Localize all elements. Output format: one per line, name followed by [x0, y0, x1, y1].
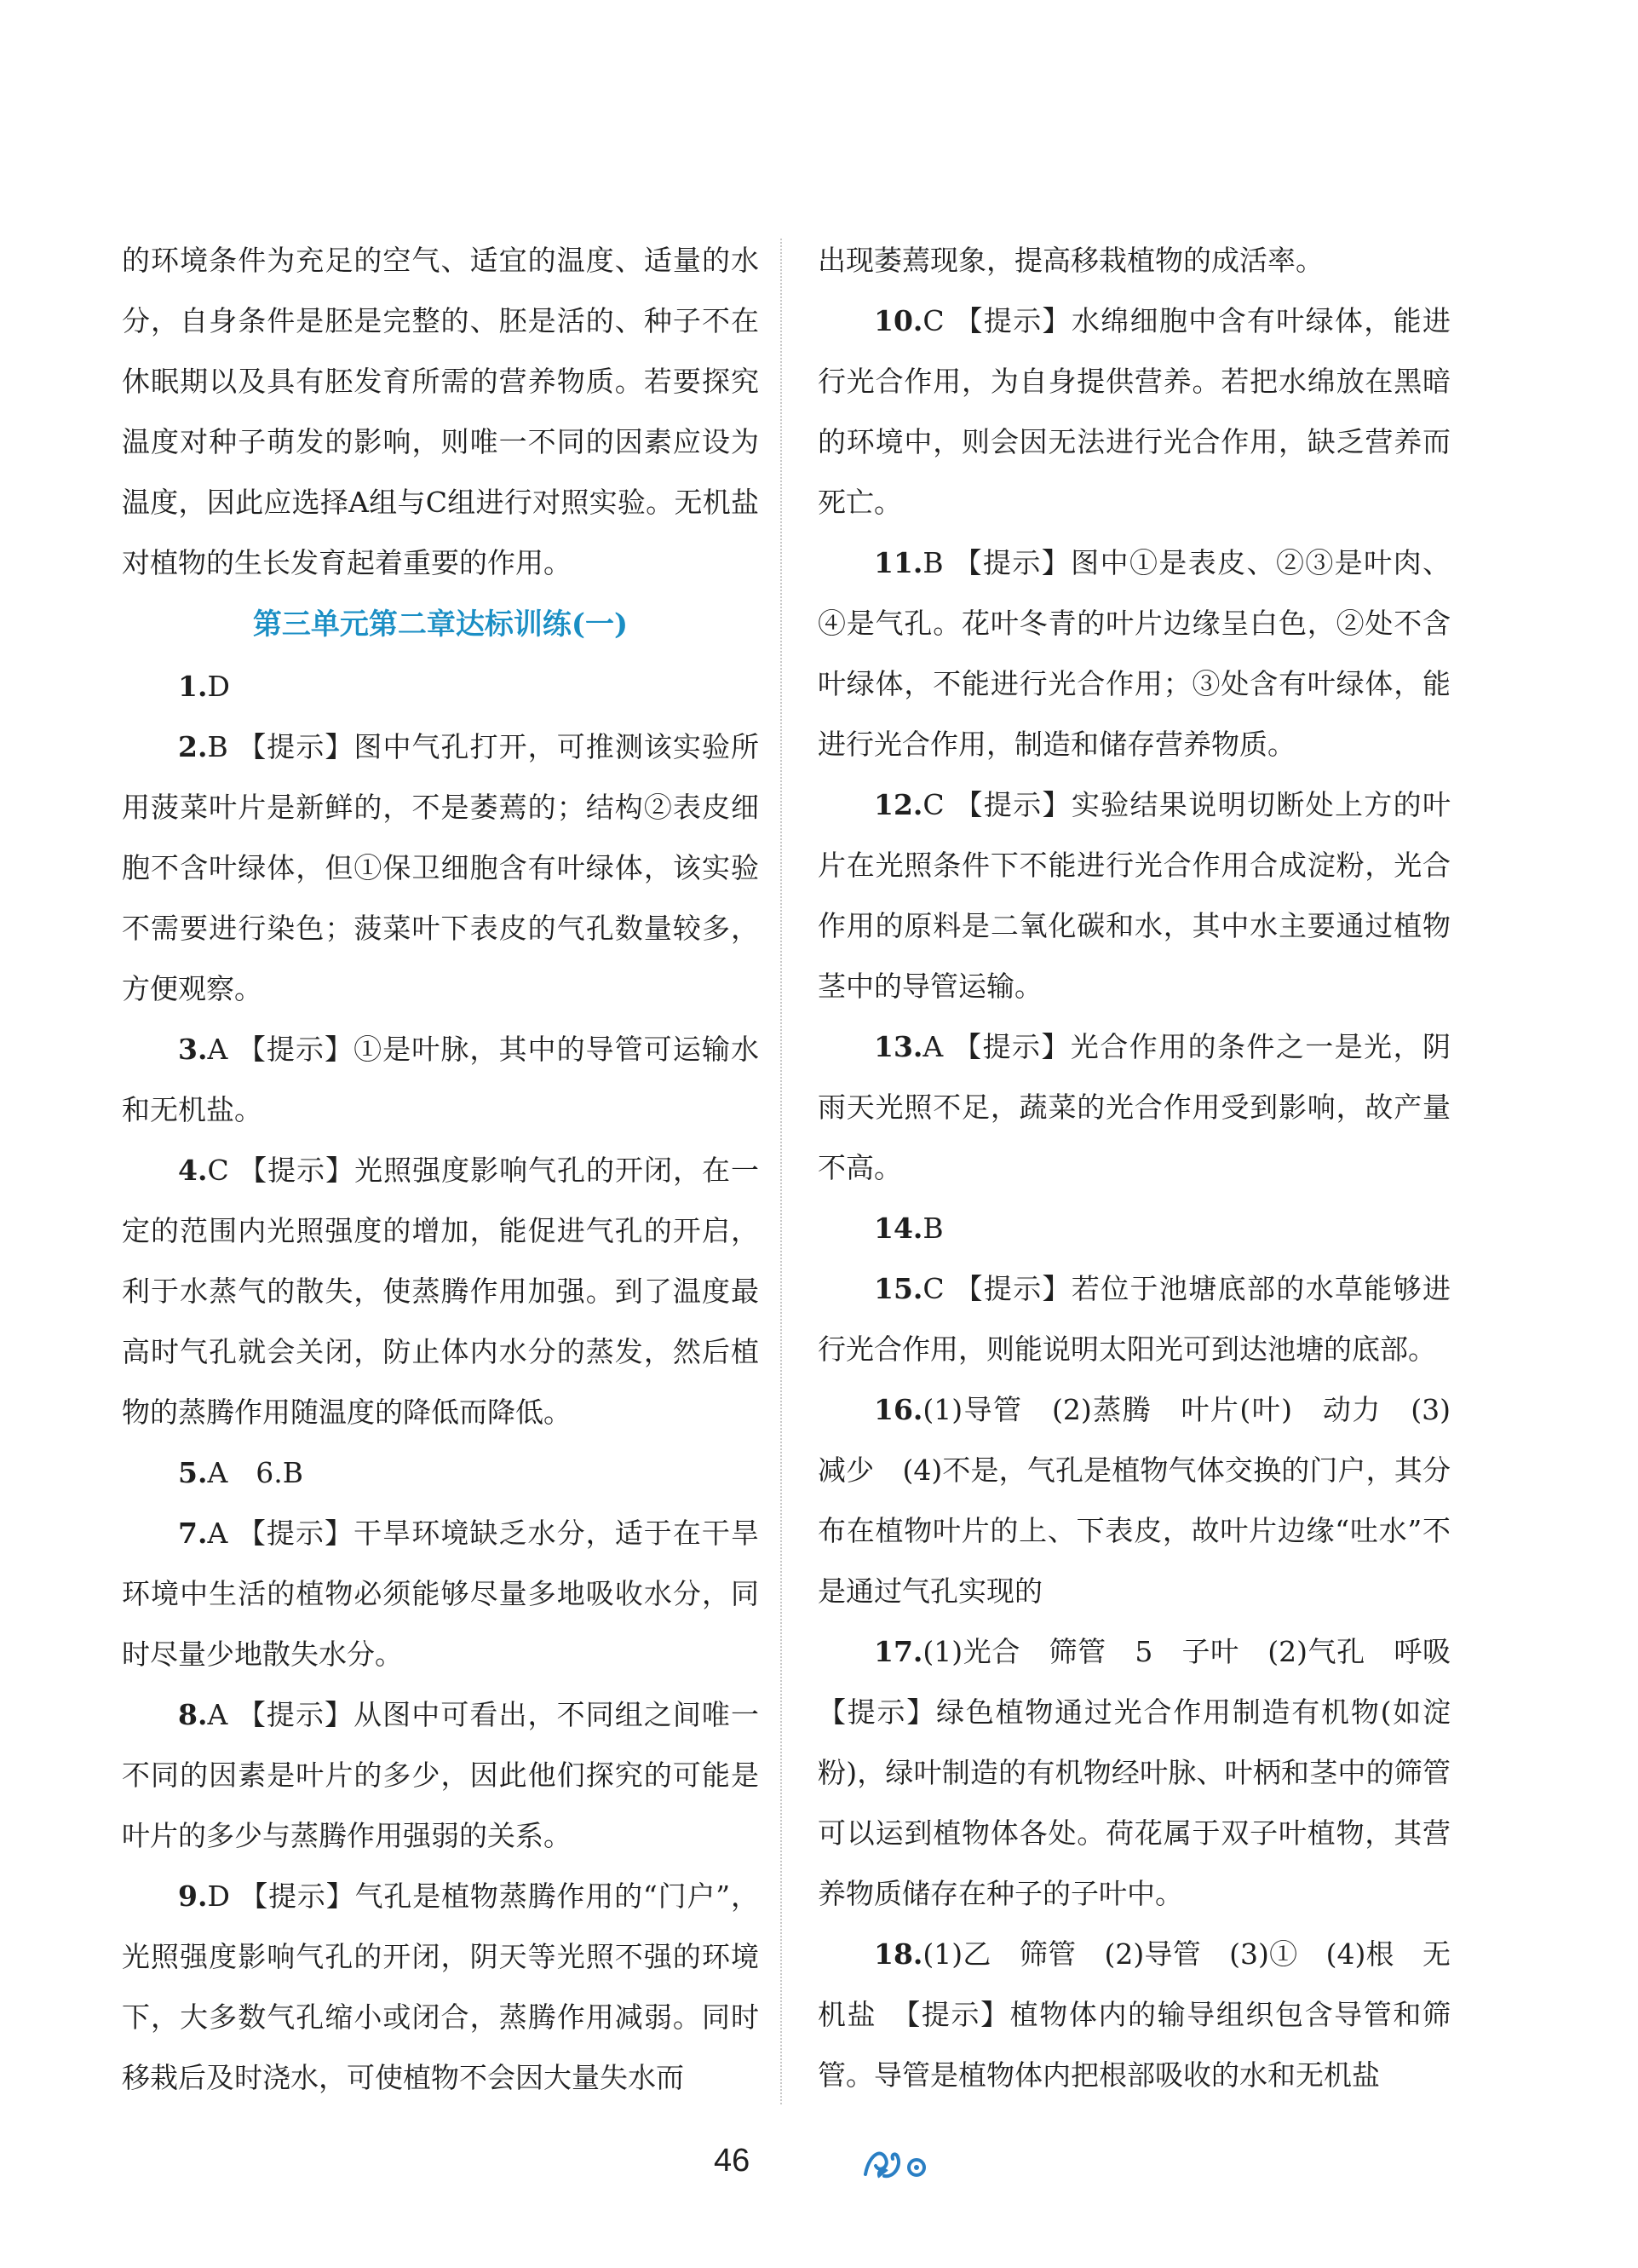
- answer-number: 9.: [178, 1879, 208, 1913]
- answer-number: 3.: [178, 1033, 208, 1066]
- answer-text: (1)光合 筛管 5 子叶 (2)气孔 呼吸 【提示】绿色植物通过光合作用制造有机物(如淀粉)，绿叶制造的有机物经叶脉、叶柄和茎中的筛管可以运到植物体各处。荷花属于双子叶植物，其营养物质储存在种子的子叶中。: [818, 1635, 1479, 1910]
- answer-text: B 【提示】图中①是表皮、②③是叶肉、④是气孔。花叶冬青的叶片边缘呈白色，②处不含叶绿体，不能进行光合作用；③处含有叶绿体，能进行光合作用，制造和储存营养物质。: [818, 546, 1451, 761]
- answer-item: [122, 656, 759, 717]
- answer-text: A 【提示】光合作用的条件之一是光，阴雨天光照不足，蔬菜的光合作用受到影响，故产量不高。: [818, 1030, 1451, 1184]
- continuation-paragraph: 出现萎蔫现象，提高移栽植物的成活率。: [818, 244, 1324, 277]
- answer-text: B: [922, 1212, 944, 1245]
- answer-text: (1)乙 筛管 (2)导管 (3)① (4)根 无机盐 【提示】植物体内的输导组织包含导管和筛管。导管是植物体内把根部吸收的水和无机盐: [818, 1937, 1451, 2092]
- answer-item: [122, 1140, 759, 1442]
- answer-item: [122, 1442, 759, 1503]
- answer-text: A 【提示】从图中可看出，不同组之间唯一不同的因素是叶片的多少，因此他们探究的可能是叶片的多少与蒸腾作用强弱的关系。: [122, 1698, 759, 1852]
- right-column: [818, 230, 1479, 2105]
- answer-number: 11.: [874, 546, 923, 579]
- answer-item: [818, 1924, 1451, 2105]
- answer-text: C 【提示】实验结果说明切断处上方的叶片在光照条件下不能进行光合作用合成淀粉，光合作用的原料是二氧化碳和水，其中水主要通过植物茎中的导管运输。: [818, 788, 1451, 1003]
- answer-number: 14.: [874, 1212, 923, 1245]
- answer-item: [122, 1503, 759, 1684]
- answer-item: [818, 1621, 1479, 1924]
- answer-text: C 【提示】光照强度影响气孔的开闭，在一定的范围内光照强度的增加，能促进气孔的开启，利于水蒸气的散失，使蒸腾作用加强。到了温度最高时气孔就会关闭，防止体内水分的蒸发，然后植物的蒸腾作用随温度的降低而降低。: [122, 1154, 759, 1429]
- left-column: [122, 230, 759, 2108]
- answer-item: [818, 774, 1451, 1016]
- answer-text: C 【提示】若位于池塘底部的水草能够进行光合作用，则能说明太阳光可到达池塘的底部。: [818, 1272, 1451, 1366]
- answer-item: [818, 1016, 1451, 1198]
- answer-number: 5.: [178, 1456, 208, 1489]
- page-number: 46: [714, 2143, 750, 2179]
- answer-number: 8.: [178, 1698, 208, 1731]
- answer-item: [818, 291, 1451, 532]
- answer-number: 15.: [874, 1272, 923, 1305]
- answer-number: 13.: [874, 1030, 923, 1063]
- answer-text: D 【提示】气孔是植物蒸腾作用的“门户”，光照强度影响气孔的开闭，阴天等光照不强的环境下，大多数气孔缩小或闭合，蒸腾作用减弱。同时移栽后及时浇水，可使植物不会因大量失水而: [122, 1879, 759, 2094]
- answer-number: 12.: [874, 788, 923, 821]
- answer-item: [122, 1866, 759, 2108]
- answer-number: 17.: [874, 1635, 923, 1668]
- answer-text: C 【提示】水绵细胞中含有叶绿体，能进行光合作用，为自身提供营养。若把水绵放在黑暗的环境中，则会因无法进行光合作用，缺乏营养而死亡。: [818, 304, 1451, 519]
- answer-text: B 【提示】图中气孔打开，可推测该实验所用菠菜叶片是新鲜的，不是萎蔫的；结构②表皮细胞不含叶绿体，但①保卫细胞含有叶绿体，该实验不需要进行染色；菠菜叶下表皮的气孔数量较多，方便观察。: [122, 730, 759, 1005]
- answer-item: [818, 1198, 1451, 1258]
- answer-item: [818, 532, 1451, 774]
- answer-number: 4.: [178, 1154, 208, 1187]
- answer-text: A 6.B: [207, 1456, 304, 1489]
- answer-text: A 【提示】干旱环境缺乏水分，适于在干旱环境中生活的植物必须能够尽量多地吸收水分，同时尽量少地散失水分。: [122, 1517, 759, 1671]
- answer-number: 7.: [178, 1517, 208, 1550]
- swirl-ornament-icon: [860, 2140, 932, 2181]
- answer-text: D: [207, 670, 230, 703]
- section-title: 第三单元第二章达标训练(一): [252, 607, 629, 642]
- answer-number: 10.: [874, 304, 923, 337]
- answer-item: [818, 1379, 1451, 1621]
- answer-item: [818, 1258, 1451, 1379]
- continuation-paragraph: 的环境条件为充足的空气、适宜的温度、适量的水分，自身条件是胚是完整的、胚是活的、种子不在休眠期以及具有胚发育所需的营养物质。若要探究温度对种子萌发的影响，则唯一不同的因素应设为温度，因此应选择A组与C组进行对照实验。无机盐对植物的生长发育起着重要的作用。: [122, 244, 759, 579]
- answer-number: 18.: [874, 1937, 923, 1971]
- answer-text: A 【提示】①是叶脉，其中的导管可运输水和无机盐。: [122, 1033, 759, 1126]
- column-divider: [780, 239, 782, 2104]
- page-footer: [0, 2135, 1638, 2186]
- answer-number: 2.: [178, 730, 208, 763]
- answer-item: [122, 717, 759, 1019]
- answer-number: 16.: [874, 1393, 923, 1426]
- answer-number: 1.: [178, 670, 208, 703]
- answer-text: (1)导管 (2)蒸腾 叶片(叶) 动力 (3)减少 (4)不是，气孔是植物气体交换的门户，其分布在植物叶片的上、下表皮，故叶片边缘“吐水”不是通过气孔实现的: [818, 1393, 1451, 1608]
- answer-item: [122, 1019, 759, 1140]
- answer-item: [122, 1684, 759, 1866]
